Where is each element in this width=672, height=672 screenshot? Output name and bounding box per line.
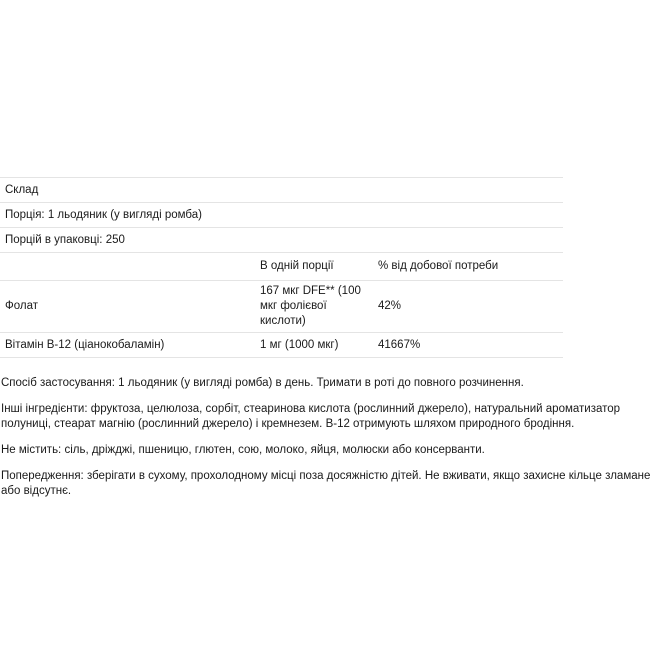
nutrient-amount bbox=[255, 281, 373, 333]
supplement-facts-table bbox=[0, 177, 563, 358]
servings-per-container-row bbox=[0, 228, 563, 253]
serving-size-row bbox=[0, 203, 563, 228]
usage-note: Спосіб застосування: 1 льодяник (у вигляді ромба) в день. Тримати в роті до повного розчинення. bbox=[1, 377, 524, 389]
nutrient-name: Фолат bbox=[0, 281, 255, 333]
table-row bbox=[0, 333, 563, 358]
header-empty-cell bbox=[0, 253, 255, 281]
header-row bbox=[0, 253, 563, 281]
servings-per-container: Порцій в упаковці: 250 bbox=[0, 228, 563, 253]
product-notes bbox=[1, 376, 669, 510]
header-per-serving: В одній порції bbox=[255, 253, 373, 281]
does-not-contain-note: Не містить: сіль, дріжджі, пшеницю, глютен, сою, молоко, яйця, молюски або консерванти. bbox=[1, 444, 485, 456]
table-title-row bbox=[0, 178, 563, 203]
nutrient-amount-text: 167 мкг DFE** (100 мкг фолієвої кислоти) bbox=[260, 285, 361, 327]
nutrient-dv: 42% bbox=[373, 281, 563, 333]
other-ingredients-note: Інші інгредієнти: фруктоза, целюлоза, сорбіт, стеаринова кислота (рослинний джерело), натуральний ароматизатор полуниці, стеарат магнію (рослинний джерело) і кремнезем. B-12 отримують шляхом природного бродіння. bbox=[1, 403, 621, 430]
nutrient-name: Вітамін B-12 (ціанокобаламін) bbox=[0, 333, 255, 358]
nutrient-amount: 1 мг (1000 мкг) bbox=[255, 333, 373, 358]
table-title: Склад bbox=[0, 178, 563, 203]
nutrient-dv: 41667% bbox=[373, 333, 563, 358]
warning-note: Попередження: зберігати в сухому, прохолодному місці поза досяжністю дітей. Не вживати, якщо захисне кільце зламане або відсутнє. bbox=[1, 470, 651, 497]
header-daily-value: % від добової потреби bbox=[373, 253, 563, 281]
table-row bbox=[0, 281, 563, 333]
serving-size: Порція: 1 льодяник (у вигляді ромба) bbox=[0, 203, 563, 228]
